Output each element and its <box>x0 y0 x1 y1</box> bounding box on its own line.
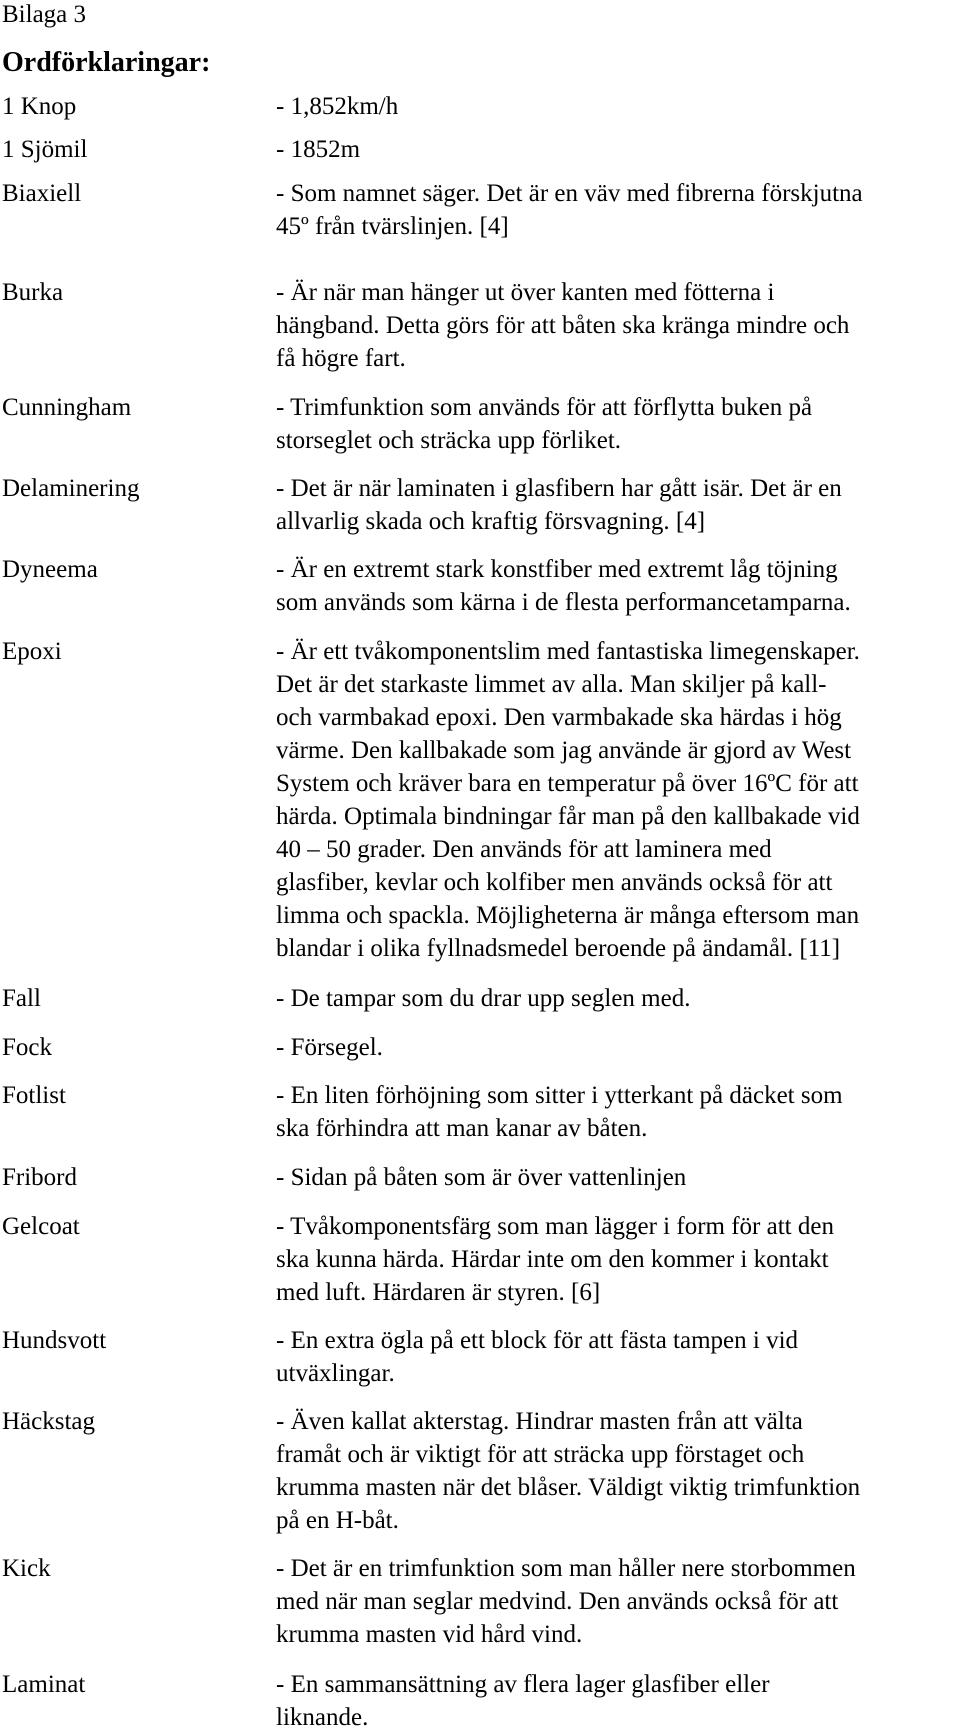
glossary-term: Epoxi <box>2 638 62 665</box>
glossary-definition: - En sammansättning av flera lager glasfiber eller liknande. <box>276 1671 770 1731</box>
glossary-term: Fall <box>2 985 41 1012</box>
glossary-term: Delaminering <box>2 475 140 502</box>
glossary-term: Dyneema <box>2 556 98 583</box>
glossary-term: Laminat <box>2 1671 86 1698</box>
glossary-term: Fotlist <box>2 1082 66 1109</box>
glossary-term: Biaxiell <box>2 180 82 207</box>
glossary-term: Häckstag <box>2 1408 96 1435</box>
glossary-definition: - Är en extremt stark konstfiber med extremt låg töjning som används som kärna i de flesta performancetamparna. <box>276 556 851 616</box>
glossary-definition: - De tampar som du drar upp seglen med. <box>276 985 691 1012</box>
page-title: Ordförklaringar: <box>2 47 211 78</box>
glossary-definition: - En liten förhöjning som sitter i ytterkant på däcket som ska förhindra att man kanar av båten. <box>276 1082 843 1142</box>
glossary-term: Burka <box>2 279 64 306</box>
glossary-term: Fock <box>2 1034 52 1061</box>
glossary-definition: - Försegel. <box>276 1034 383 1061</box>
glossary-definition: - Sidan på båten som är över vattenlinjen <box>276 1164 687 1191</box>
glossary-definition: - Tvåkomponentsfärg som man lägger i form för att den ska kunna härda. Härdar inte om den kommer i kontakt med luft. Härdaren är styren. [6] <box>276 1213 834 1306</box>
glossary-term: Gelcoat <box>2 1213 80 1240</box>
glossary-term: 1 Sjömil <box>2 136 88 163</box>
glossary-definition: - Är ett tvåkomponentslim med fantastiska limegenskaper. Det är det starkaste limmet av alla. Man skiljer på kall- och varmbakad epoxi. Den varmbakade ska härdas i hög värme. Den kallbakade som jag använde är gjord av West System och kräver bara en temperatur på över 16ºC för att härda. Optimala bindningar får man på den kallbakade vid 40 – 50 grader. Den används för att laminera med glasfiber, kevlar och kolfiber men används också för att limma och spackla. Möjligheterna är många eftersom man blandar i olika fyllnadsmedel beroende på ändamål. [11] <box>276 638 860 962</box>
glossary-definition: - Trimfunktion som används för att förflytta buken på storseglet och sträcka upp förliket. <box>276 394 813 454</box>
glossary-definition: - En extra ögla på ett block för att fästa tampen i vid utväxlingar. <box>276 1327 799 1387</box>
glossary-term: Cunningham <box>2 394 132 421</box>
appendix-label: Bilaga 3 <box>2 1 87 28</box>
glossary-definition: - Som namnet säger. Det är en väv med fibrerna förskjutna 45º från tvärslinjen. [4] <box>276 180 863 240</box>
glossary-definition: - Är när man hänger ut över kanten med fötterna i hängband. Detta görs för att båten ska kränga mindre och få högre fart. <box>276 279 850 372</box>
glossary-term: Fribord <box>2 1164 77 1191</box>
glossary-definition: - Det är en trimfunktion som man håller nere storbommen med när man seglar medvind. Den används också för att krumma masten vid hård vind. <box>276 1555 856 1648</box>
glossary-definition: - 1852m <box>276 136 361 163</box>
glossary-definition: - Även kallat akterstag. Hindrar masten från att välta framåt och är viktigt för att sträcka upp förstaget och krumma masten när det blåser. Väldigt viktig trimfunktion på en H-båt. <box>276 1408 861 1534</box>
glossary-term: 1 Knop <box>2 93 77 120</box>
glossary-term: Hundsvott <box>2 1327 107 1354</box>
glossary-definition: - 1,852km/h <box>276 93 399 120</box>
glossary-definition: - Det är när laminaten i glasfibern har gått isär. Det är en allvarlig skada och kraftig försvagning. [4] <box>276 475 842 535</box>
glossary-term: Kick <box>2 1555 51 1582</box>
